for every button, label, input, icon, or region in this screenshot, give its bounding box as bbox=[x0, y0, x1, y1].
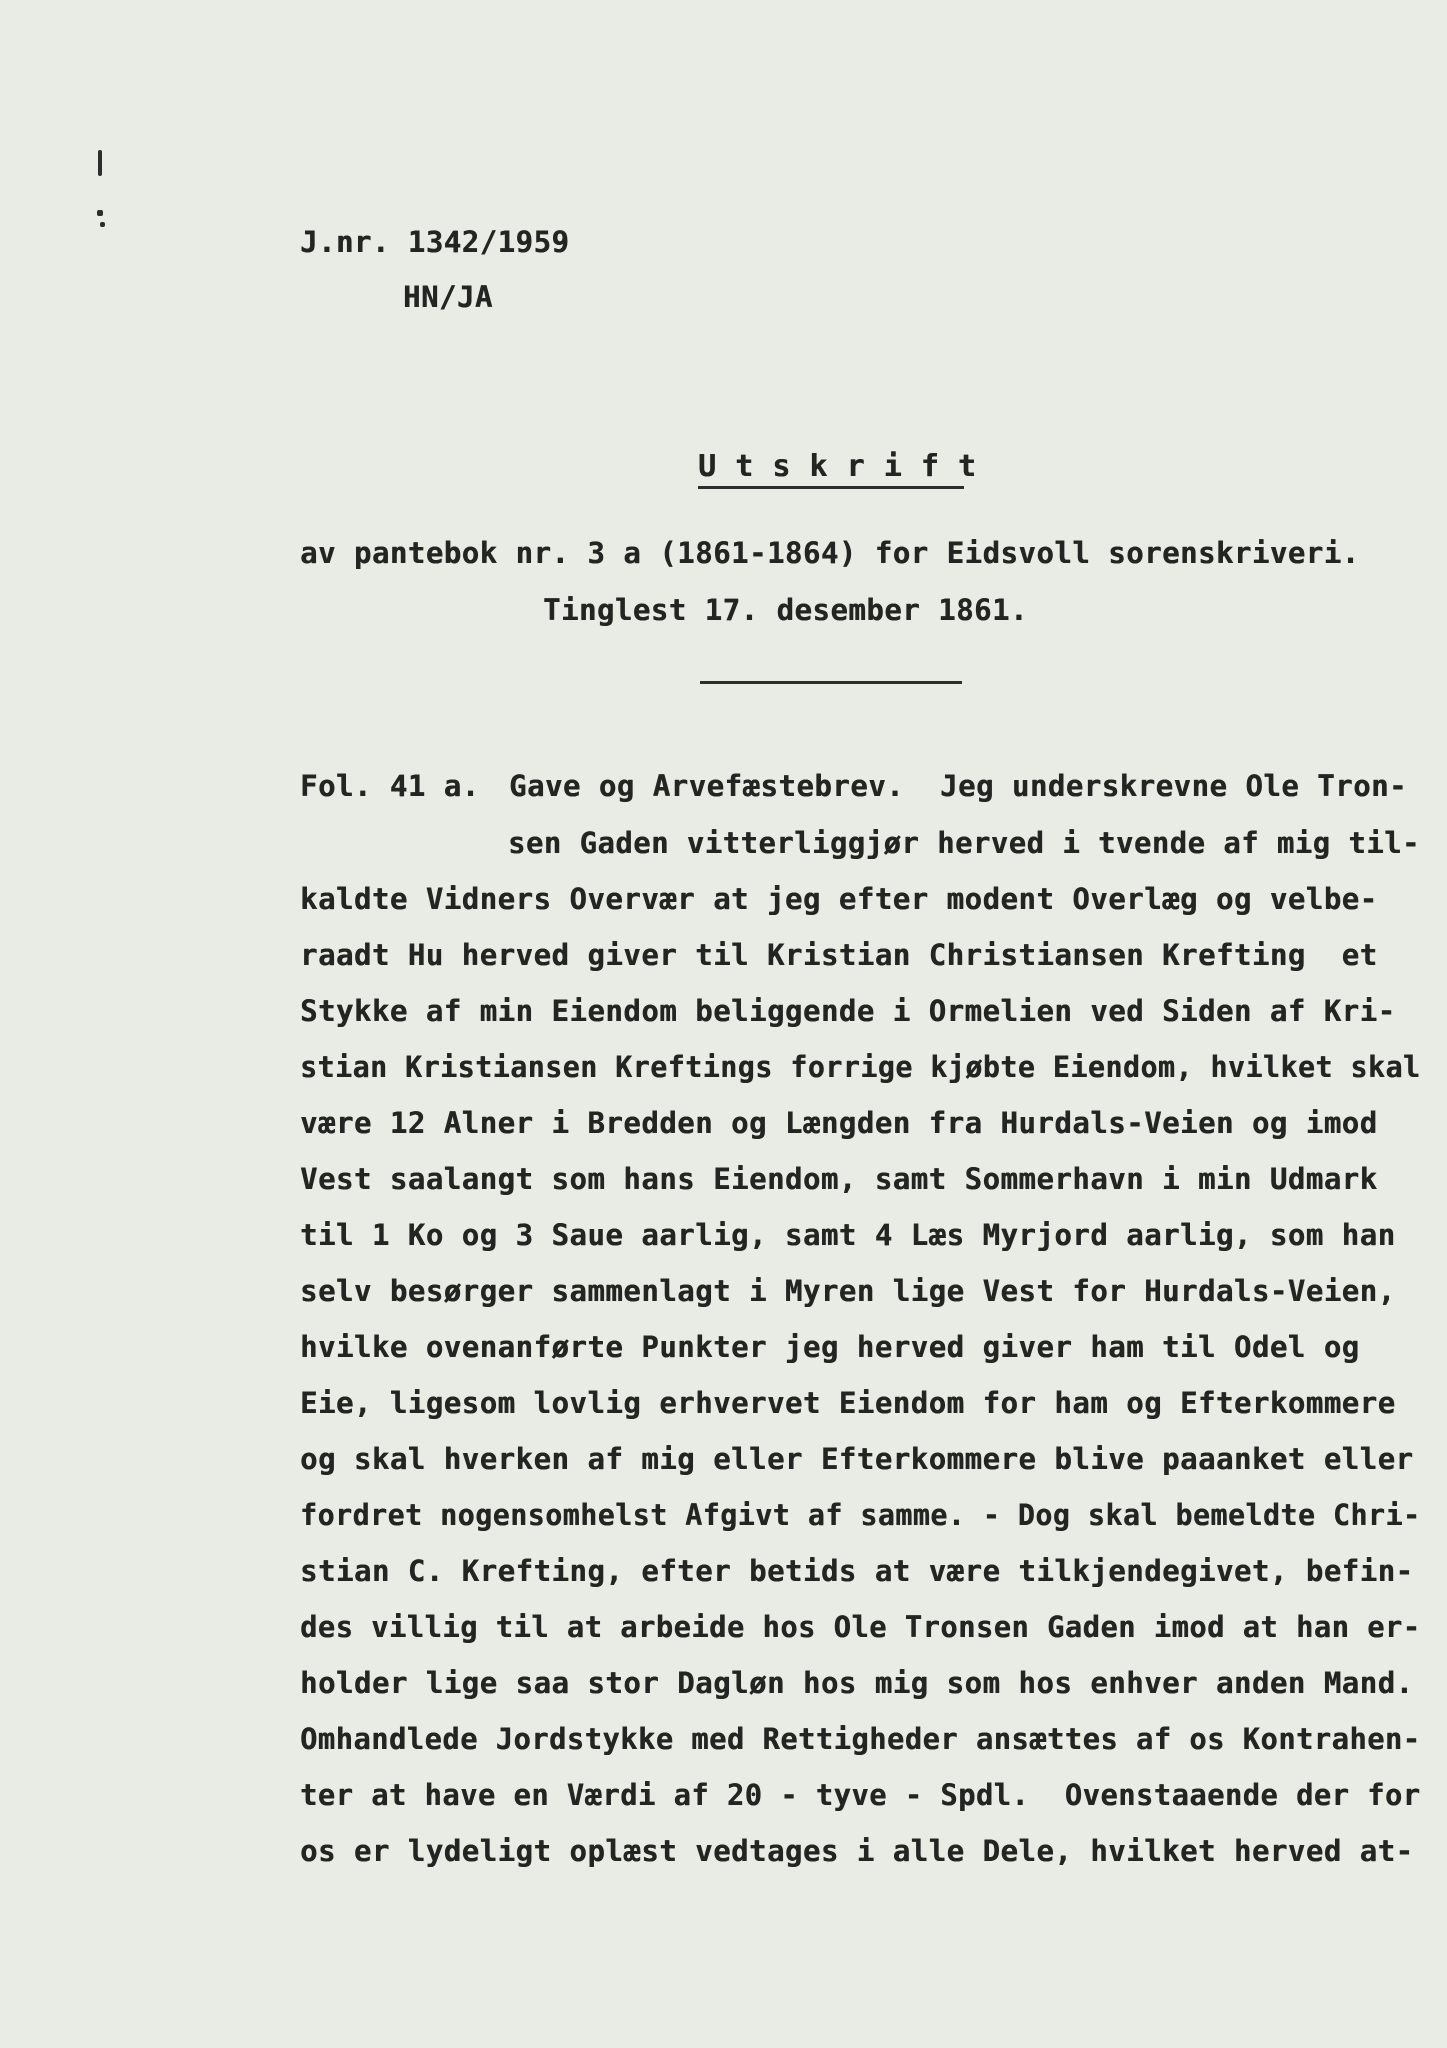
body-line: til 1 Ko og 3 Saue aarlig, samt 4 Læs Myrjord aarlig, som han bbox=[300, 1218, 1396, 1252]
subtitle-line: av pantebok nr. 3 a (1861-1864) for Eidsvoll sorenskriveri. bbox=[300, 536, 1360, 570]
title-underline bbox=[698, 486, 964, 489]
body-line: fordret nogensomhelst Afgivt af samme. - Dog skal bemeldte Chri- bbox=[300, 1498, 1421, 1532]
document-title: U t s k r i f t bbox=[698, 449, 977, 484]
margin-mark bbox=[98, 150, 102, 176]
subtitle-line: Tinglest 17. desember 1861. bbox=[543, 593, 1028, 627]
section-divider bbox=[700, 681, 962, 684]
body-line: være 12 Alner i Bredden og Længden fra Hurdals-Veien og imod bbox=[300, 1106, 1378, 1140]
body-line: Omhandlede Jordstykke med Rettigheder ansættes af os Kontrahen- bbox=[300, 1722, 1421, 1756]
body-line: raadt Hu herved giver til Kristian Christiansen Krefting et bbox=[300, 938, 1378, 972]
folio-number: Fol. 41 a. bbox=[300, 769, 480, 803]
body-line: os er lydeligt oplæst vedtages i alle Dele, hvilket herved at- bbox=[300, 1834, 1414, 1868]
body-line: og skal hverken af mig eller Efterkommere blive paaanket eller bbox=[300, 1442, 1414, 1476]
body-line: stian C. Krefting, efter betids at være tilkjendegivet, befin- bbox=[300, 1554, 1414, 1588]
body-line: sen Gaden vitterliggjør herved i tvende af mig til- bbox=[508, 826, 1420, 860]
initials: HN/JA bbox=[403, 280, 493, 314]
body-line: hvilke ovenanførte Punkter jeg herved giver ham til Odel og bbox=[300, 1330, 1360, 1364]
body-line: holder lige saa stor Dagløn hos mig som hos enhver anden Mand. bbox=[300, 1666, 1414, 1700]
body-line: Eie, ligesom lovlig erhvervet Eiendom for ham og Efterkommere bbox=[300, 1386, 1396, 1420]
body-line: selv besørger sammenlagt i Myren lige Vest for Hurdals-Veien, bbox=[300, 1274, 1396, 1308]
body-line: Stykke af min Eiendom beliggende i Ormelien ved Siden af Kri- bbox=[300, 994, 1396, 1028]
journal-number: J.nr. 1342/1959 bbox=[300, 225, 570, 259]
body-line: ter at have en Værdi af 20 - tyve - Spdl. Ovenstaaende der for bbox=[300, 1778, 1421, 1812]
body-line: kaldte Vidners Overvær at jeg efter modent Overlæg og velbe- bbox=[300, 882, 1378, 916]
margin-mark bbox=[100, 222, 105, 227]
body-line: stian Kristiansen Kreftings forrige kjøbte Eiendom, hvilket skal bbox=[300, 1050, 1421, 1084]
body-line: des villig til at arbeide hos Ole Tronsen Gaden imod at han er- bbox=[300, 1610, 1421, 1644]
body-line: Gave og Arvefæstebrev. Jeg underskrevne Ole Tron- bbox=[509, 769, 1407, 803]
body-line: Vest saalangt som hans Eiendom, samt Sommerhavn i min Udmark bbox=[300, 1162, 1378, 1196]
margin-mark bbox=[97, 210, 103, 216]
